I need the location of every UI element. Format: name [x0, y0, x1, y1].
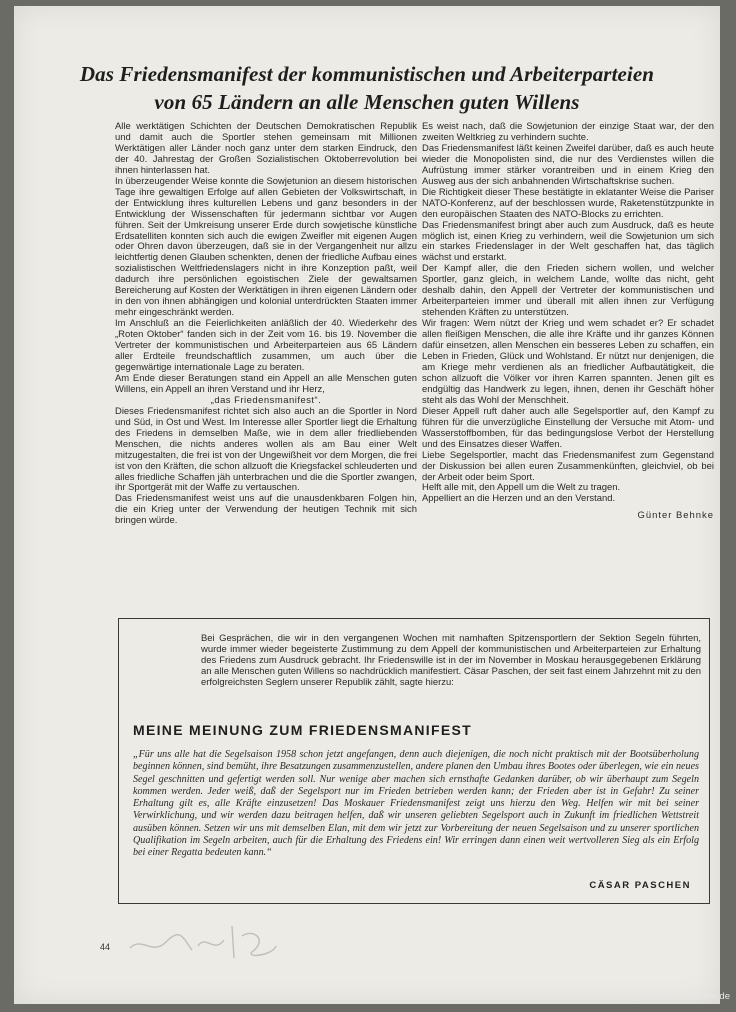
paragraph: Der Kampf aller, die den Frieden sichern wollen, und welcher Sportler, ganz gleich, in welchem Lande, wollte das nicht, geht deshalb dahin, den Appell der Vertreter der kommunistischen und Arbeiterparteien immer und überall mit allen ihnen zur Verfügung stehenden Kräften zu unterstützen.	[422, 263, 714, 319]
article-column-left	[115, 122, 417, 527]
paragraph: Wir fragen: Wem nützt der Krieg und wem schadet er? Er schadet allen fleißigen Menschen, die alle ihre Kräfte und ihr ganzes Können dafür einsetzen, allen Menschen ein besseres Leben zu schaffen, ein Leben in Frieden, Glück und Wohlstand. Er nützt nur denjenigen, die am Kriege mehr verdienen als an friedlicher Aufbautätigkeit, die schon allzuoft die Völker vor ihren Karren spannten. Jenen gilt es endgültig das Handwerk zu legen, ihnen, denen ihr Geschäft höher steht als das Wohl der Menschheit.	[422, 318, 714, 406]
handwritten-scribble	[122, 906, 282, 966]
magazine-page	[14, 6, 720, 1004]
paragraph: Appelliert an die Herzen und an den Verstand.	[422, 493, 616, 505]
paragraph: Das Friedensmanifest weist uns auf die unausdenkbaren Folgen hin, die ein Krieg unter der Verwendung der heutigen Technik mit sich bringen würde.	[115, 493, 417, 527]
article-title-line-1: Das Friedensmanifest der kommunistischen und Arbeiterparteien	[79, 62, 655, 86]
box-quote: „Für uns alle hat die Segelsaison 1958 schon jetzt angefangen, denn auch diejenigen, die noch nicht praktisch mit der Bootsüberholung beginnen können, sind bemüht, ihre Besatzungen zusammenzustellen, andere planen den Umbau ihres Bootes oder überlegen, wie ein neues Segel geschnitten und gefertigt werden soll. Nur wenige aber machen sich ernsthafte Gedanken darüber, ob wir überhaupt zum Segeln kommen werden. Jeder weiß, daß der Segelsport nur im Frieden betrieben werden kann; der Frieden aber ist in Gefahr! Zu seiner Erhaltung gilt es, alle Kräfte einzusetzen! Das Moskauer Friedensmanifest zeigt uns hierzu den Weg. Helfen wir mit bei seiner Verwirklichung, und wir werden dazu beitragen helfen, daß wir unseren geliebten Segelsport auch in Zukunft im friedlichen Wettstreit ausüben können. Setzen wir uns mit demselben Elan, mit dem wir jetzt zur Vorbereitung der neuen Segelsaison und zu unserer sportlichen Qualifikation im Segeln arbeiten, auch für die Erhaltung des Friedens ein! Wir erringen dann einen weit wertvolleren Sieg als ein Erfolg bei einer Regatta bedeuten kann.“	[133, 749, 699, 859]
paragraph: Am Ende dieser Beratungen stand ein Appell an alle Menschen guten Willens, ein Appell an ihren Verstand und ihr Herz,	[115, 372, 417, 395]
paragraph: Das Friedensmanifest bringt aber auch zum Ausdruck, daß es heute möglich ist, einen Krieg zu verhindern, weil die Sowjetunion um sich ein starkes Friedenslager in der Welt geschaffen hat, das täglich wächst und erstarkt.	[422, 219, 714, 264]
interview-box	[118, 618, 710, 904]
paragraph: Im Anschluß an die Feierlichkeiten anläßlich der 40. Wiederkehr des „Roten Oktober“ fanden sich in der Zeit vom 16. bis 19. November die Vertreter der kommunistischen und Arbeiterparteien aus 65 Ländern aller Erdteile freundschaftlich zusammen, um auch über die gegenwärtige internationale Lage zu beraten.	[115, 318, 417, 373]
watermark: © yachtsportmuseum.de	[626, 991, 730, 1002]
paragraph: Helft alle mit, den Appell um die Welt zu tragen.	[422, 482, 621, 494]
article-column-right	[422, 122, 714, 522]
paragraph: Es weist nach, daß die Sowjetunion der einzige Staat war, der den zweiten Weltkrieg zu verhindern suchte.	[422, 121, 714, 143]
paragraph: Das Friedensmanifest läßt keinen Zweifel darüber, daß es auch heute wieder die Monopolisten sind, die nur des Verdienstes willen die Aufrüstung immer stärker vorantreiben und in einem Krieg den Ausweg aus der sich anbahnenden Wirtschaftskrise suchen.	[422, 142, 714, 187]
article-title	[54, 60, 680, 116]
paragraph: Dieses Friedensmanifest richtet sich also auch an die Sportler in Nord und Süd, in Ost und West. Im Interesse aller Sportler liegt die Erhaltung des Friedens in demselben Maße, wie in dem aller friedliebenden Menschen, die nichts anderes wollen als am Bau einer Welt mitzugestalten, die frei ist von der Ungewißheit vor dem Morgen, die frei ist von den Kräften, die schon allzuoft die Kriegsfackel schleuderten und alles friedliche Schaffen jäh unterbrachen und die die Sportler zwangen, ihr Sportgerät mit der Waffe zu vertauschen.	[115, 405, 417, 494]
article-author: Günter Behnke	[637, 510, 714, 522]
paragraph: Liebe Segelsportler, macht das Friedensmanifest zum Gegenstand der Diskussion bei allen euren Zusammenkünften, gleichviel, ob bei der Arbeit oder beim Sport.	[422, 449, 714, 483]
paragraph: Die Richtigkeit dieser These bestätigte in eklatanter Weise die Pariser NATO-Konferenz, auf der beschlossen wurde, Raketenstützpunkte in den europäischen Staaten des NATO-Blocks zu errichten.	[422, 186, 714, 220]
article-title-line-2: von 65 Ländern an alle Menschen guten Willens	[154, 90, 580, 114]
box-heading: MEINE MEINUNG ZUM FRIEDENSMANIFEST	[133, 722, 472, 738]
paragraph: In überzeugender Weise konnte die Sowjetunion an diesem historischen Tage ihre gewaltigen Erfolge auf allen Gebieten der Volkswirtschaft, in der Entwicklung ihres kulturellen Lebens und ganz besonders in der Entwicklung der Wissenschaften für jedermann sichtbar vor Augen führen. Seit der Umkreisung unserer Erde durch sowjetische künstliche Erdsatelliten konnten sich auch die ewigen Zweifler mit eigenen Augen oder Ohren davon überzeugen, daß sie in der Vergangenheit nur allzu leichtfertig denen Glauben schenkten, denen der friedliche Aufbau eines sozialistischen Weltfriedenslagers nicht in ihre Konzeption paßt, weil dadurch ihre persönlichen egoistischen Ziele der gewaltsamen Bereicherung auf Kosten der Werktätigen in ihren eigenen Ländern oder in den von ihnen abhängigen und kolonial unterdrückten Staaten immer mehr eingeschränkt werden.	[115, 175, 418, 319]
page-number: 44	[100, 942, 111, 952]
paragraph: Dieser Appell ruft daher auch alle Segelsportler auf, den Kampf zu führen für die unverzügliche Einstellung der Versuche mit Atom- und Wasserstoffbomben, für das bedingungslose Verbot der Herstellung und des Einsatzes dieser Waffen.	[422, 405, 714, 450]
box-intro: Bei Gesprächen, die wir in den vergangenen Wochen mit namhaften Spitzensportlern der Sektion Segeln führten, wurde immer wieder begeisterte Zustimmung zu dem Appell der kommunistischen und Arbeiterparteien zur Erhaltung des Friedens zum Ausdruck gebracht. Ihr Friedenswille ist in der im November in Moskau herausgegebenen Erklärung an alle Menschen guten Willens so nachdrücklich manifestiert. Cäsar Paschen, der seit fast einem Jahrzehnt mit zu den erfolgreichsten Seglern unserer Republik zählt, sagte hierzu:	[201, 633, 701, 689]
manifest-label: „das Friedensmanifest“.	[210, 394, 322, 406]
box-signature: CÄSAR PASCHEN	[589, 880, 691, 891]
paragraph: Alle werktätigen Schichten der Deutschen Demokratischen Republik und damit auch die Sportler stehen gemeinsam mit Millionen Werktätigen aller Länder noch ganz unter dem starken Eindruck, den der 40. Jahrestag der Großen Sozialistischen Oktoberrevolution bei ihnen hinterlassen hat.	[115, 121, 417, 176]
